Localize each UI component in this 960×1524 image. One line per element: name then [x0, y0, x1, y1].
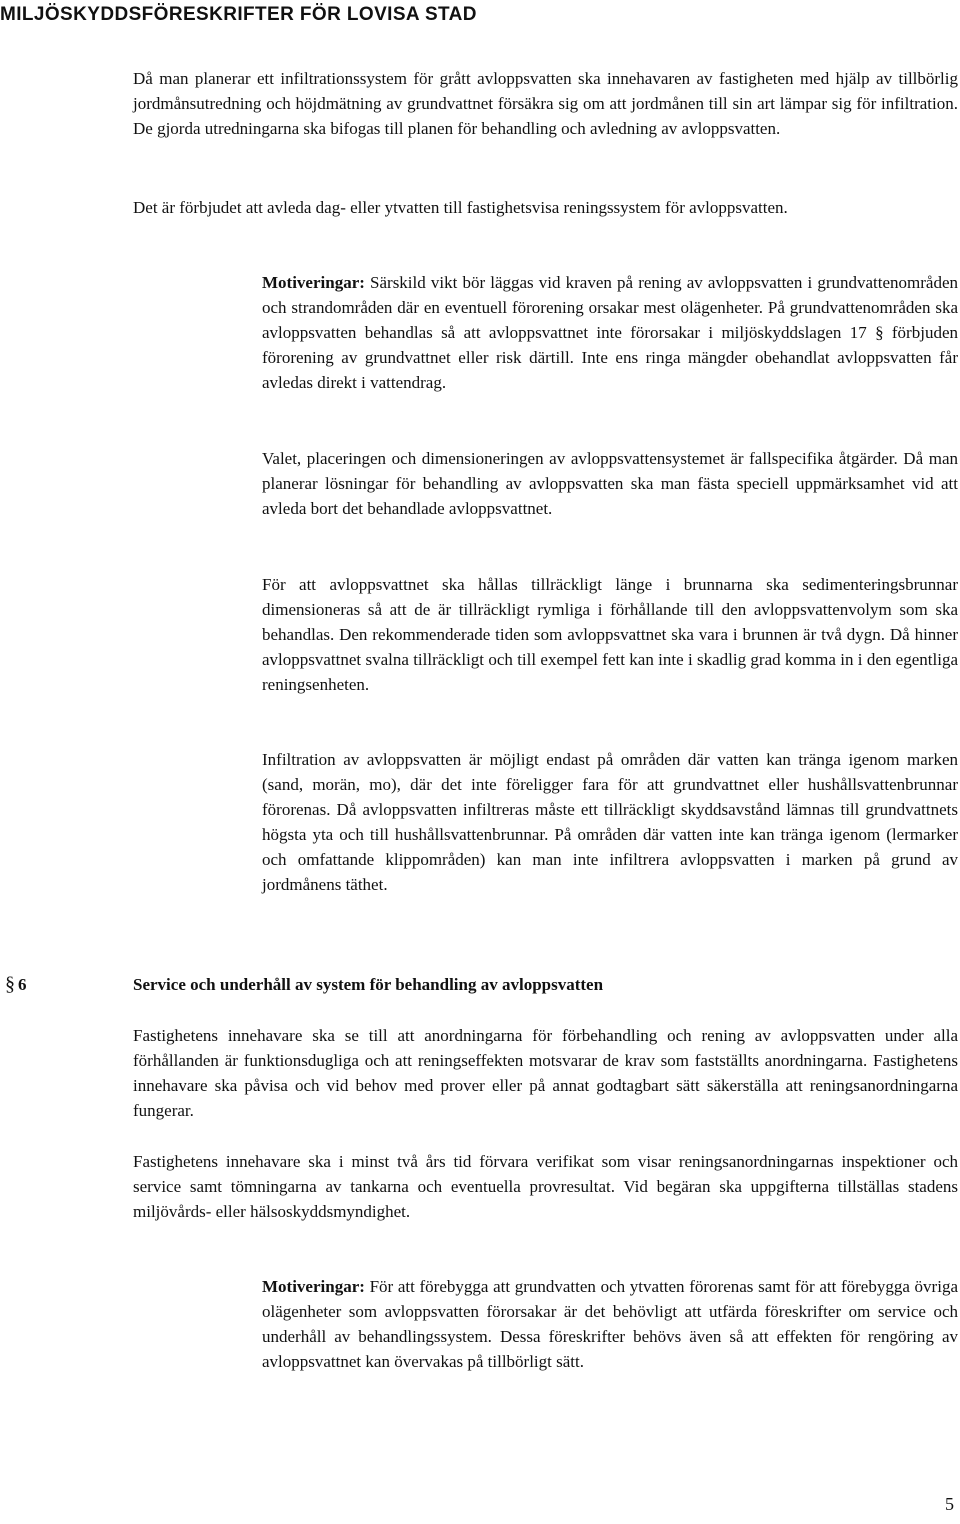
paragraph-infiltration-planning: Då man planerar ett infiltrationssystem för grått avloppsvatten ska innehavaren av fastigheten med hjälp av tillbörlig jordmånsutredning och höjdmätning av grundvattnet försäkra sig om att jordmånen till sin art lämpar sig för infiltration. De gjorda utredningarna ska bifogas till planen för behandling och avledning av avloppsvatten. [133, 69, 958, 138]
motivation-system-choice: Valet, placeringen och dimensioneringen av avloppsvattensystemet är fallspecifika åtgärder. Då man planerar lösningar för behandling av avloppsvatten ska man fästa speciell uppmärksamhet vid att avleda bort det behandlade avloppsvattnet. [262, 449, 958, 518]
paragraph-record-keeping: Fastighetens innehavare ska i minst två års tid förvara verifikat som visar reningsanordningarnas inspektioner och service samt tömningarna av tankarna och eventuella provresultat. Vid begäran ska uppgifterna tillställas stadens miljövårds- eller hälsoskyddsmyndighet. [133, 1152, 958, 1221]
motivation-text: Särskild vikt bör läggas vid kraven på rening av avloppsvatten i grundvattenområden och strandområden där en eventuell förorening orsakar mest olägenheter. På grundvattenområden ska avloppsvatten behandlas så att avloppsvattnet inte förorsakar i miljöskyddslagen 17 § förbjuden förorening av grundvattnet eller risk därtill. Inte ens ringa mängder obehandlat avloppsvatten får avledas direkt i vattendrag. [262, 273, 958, 392]
motivation-sedimentation: För att avloppsvattnet ska hållas tillräckligt länge i brunnarna ska sedimenteringsbrunnar dimensioneras så att de är tillräckligt rymliga i förhållande till den avloppsvattenvolym som ska behandlas. Den rekommenderade tiden som avloppsvattnet ska vara i brunnen är två dygn. Då hinner avloppsvattnet svalna tillräckligt och till exempel fett kan inte i skadlig grad komma in i den egentliga reningsenheten. [262, 575, 958, 694]
motivation-label: Motiveringar: [262, 273, 365, 292]
motivation-text: För att förebygga att grundvatten och ytvatten förorenas samt för att förebygga övriga olägenheter som avloppsvatten förorsakar är det behövligt att utfärda föreskrifter om service och underhåll av behandlingssystem. Dessa föreskrifter behövs även så att effekten för rengöring av avloppsvattnet kan övervakas på tillbörligt sätt. [262, 1277, 958, 1371]
motivation-label: Motiveringar: [262, 1277, 365, 1296]
section-title: Service och underhåll av system för behandling av avloppsvatten [133, 975, 604, 994]
document-header: MILJÖSKYDDSFÖRESKRIFTER FÖR LOVISA STAD [0, 4, 477, 25]
motivation-infiltration: Infiltration av avloppsvatten är möjligt endast på områden där vatten kan tränga igenom marken (sand, morän, mo), där det inte föreligger fara för att grundvattnet eller hushållsvattenbrunnar förorenas. Då avloppsvatten infiltreras måste ett tillräckligt skyddsavstånd lämnas till grundvattnets högsta yta och till hushållsvattenbrunnar. På områden där vatten inte kan tränga igenom (lermarker och omfattande klippområden) kan man inte infiltrera avloppsvatten i marken på grund av jordmånens täthet. [262, 750, 958, 894]
paragraph-stormwater-prohibition: Det är förbjudet att avleda dag- eller ytvatten till fastighetsvisa reningssystem för avloppsvatten. [133, 198, 788, 217]
section-symbol: § [5, 973, 15, 995]
section-number: 6 [18, 975, 27, 994]
motivation-maintenance [262, 1274, 958, 1374]
motivation-groundwater [262, 270, 958, 395]
page-number: 5 [945, 1494, 954, 1514]
paragraph-maintenance-duty: Fastighetens innehavare ska se till att anordningarna för förbehandling och rening av avloppsvatten under alla förhållanden är funktionsdugliga och att reningseffekten motsvarar de krav som fastställts anordningarna. Fastighetens innehavare ska påvisa och vid behov med prover eller på annat godtagbart sätt säkerställa att reningsanordningarna fungerar. [133, 1026, 958, 1120]
